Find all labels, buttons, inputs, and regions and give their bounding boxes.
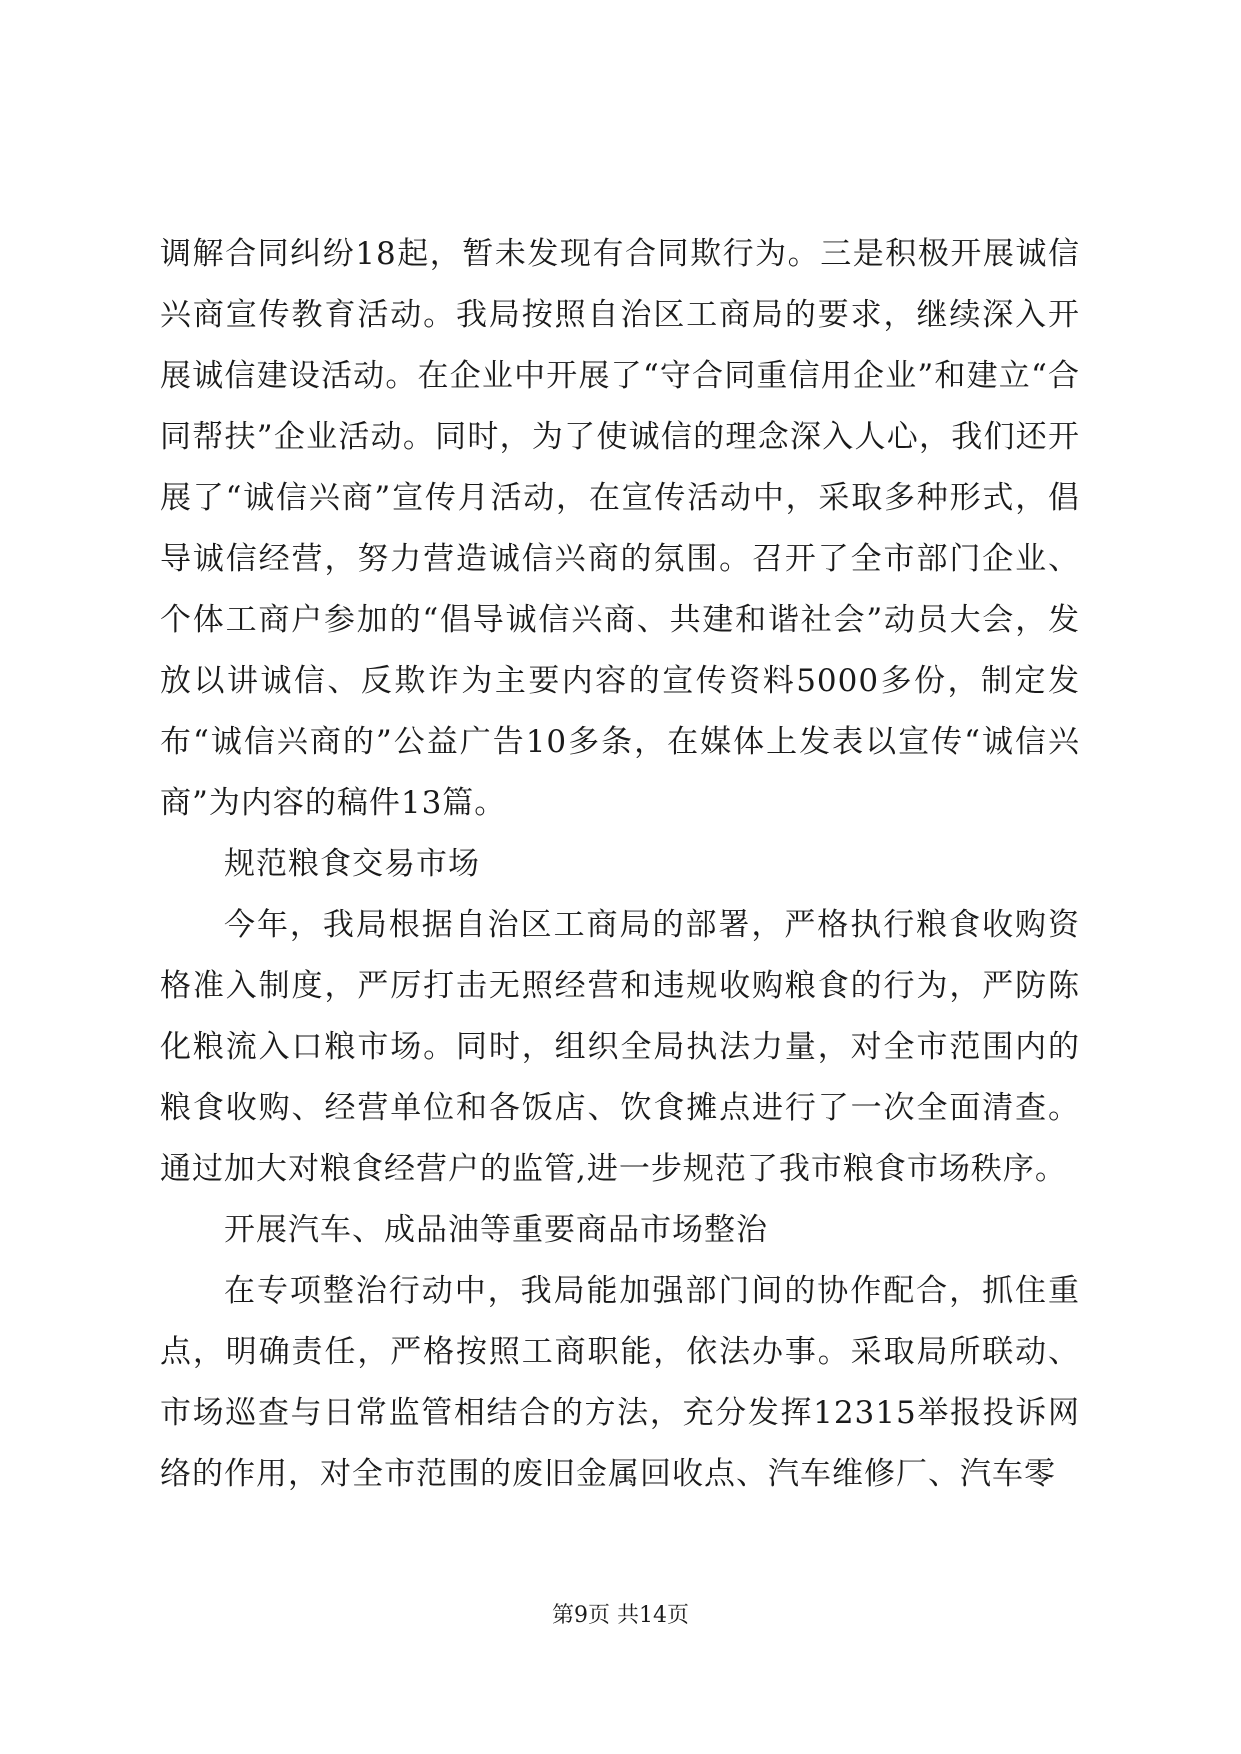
paragraph-contract-integrity: 调解合同纠纷18起，暂未发现有合同欺行为。三是积极开展诚信兴商宣传教育活动。我局按照自治区工商局的要求，继续深入开展诚信建设活动。在企业中开展了“守合同重信用企业”和建立“合同帮扶”企业活动。同时，为了使诚信的理念深入人心，我们还开展了“诚信兴商”宣传月活动，在宣传活动中，采取多种形式，倡导诚信经营，努力营造诚信兴商的氛围。召开了全市部门企业、个体工商户参加的“倡导诚信兴商、共建和谐社会”动员大会，发放以讲诚信、反欺诈为主要内容的宣传资料5000多份，制定发布“诚信兴商的”公益广告10多条，在媒体上发表以宣传“诚信兴商”为内容的稿件13篇。	[160, 236, 1080, 821]
paragraph-auto-oil-market: 在专项整治行动中，我局能加强部门间的协作配合，抓住重点，明确责任，严格按照工商职能，依法办事。采取局所联动、市场巡查与日常监管相结合的方法，充分发挥12315举报投诉网络的作用，对全市范围的废旧金属回收点、汽车维修厂、汽车零	[160, 1273, 1080, 1492]
document-body	[160, 224, 1080, 1505]
paragraph-grain-market: 今年，我局根据自治区工商局的部署，严格执行粮食收购资格准入制度，严厉打击无照经营和违规收购粮食的行为，严防陈化粮流入口粮市场。同时，组织全局执法力量，对全市范围内的粮食收购、经营单位和各饭店、饮食摊点进行了一次全面清查。通过加大对粮食经营户的监管,进一步规范了我市粮食市场秩序。	[160, 907, 1080, 1187]
heading-auto-oil-market: 开展汽车、成品油等重要商品市场整治	[224, 1212, 768, 1248]
page-number-footer: 第9页 共14页	[552, 1603, 689, 1628]
heading-grain-market: 规范粮食交易市场	[224, 846, 480, 882]
